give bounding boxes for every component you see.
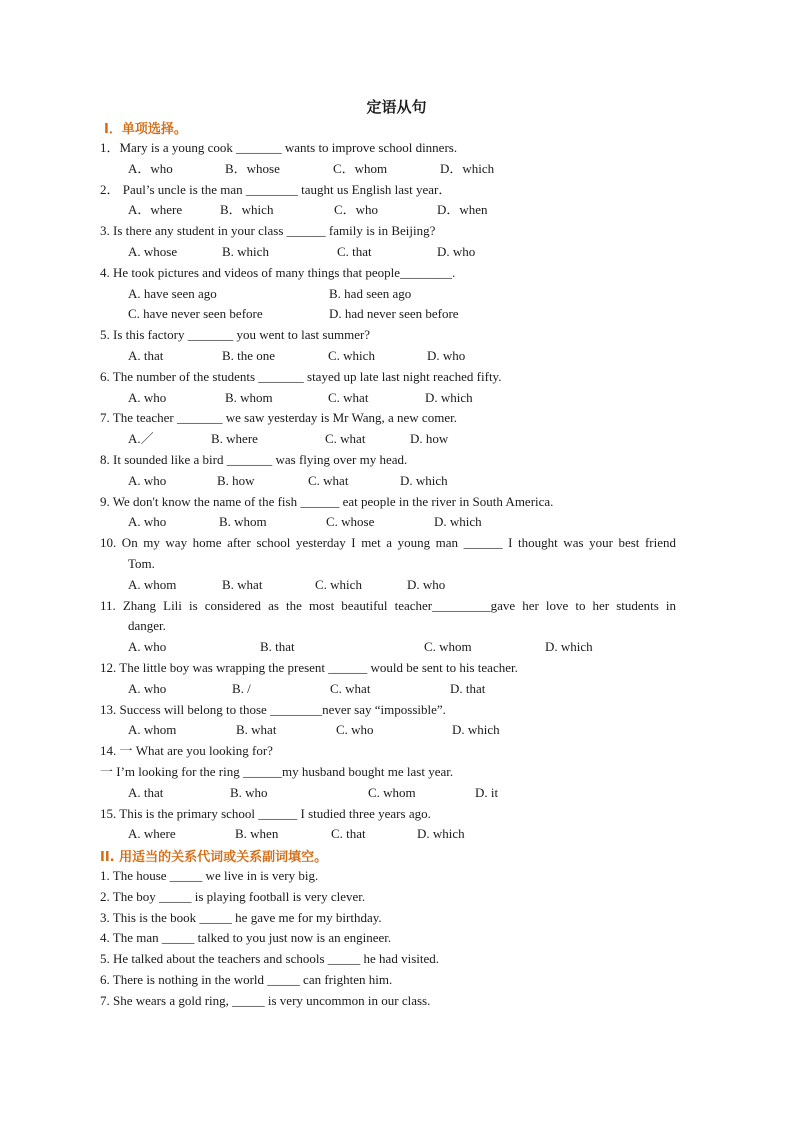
option-c[interactable]: C. whom [368,785,416,800]
fill-item: 5. He talked about the teachers and schools _____ he had visited. [100,951,439,966]
option-b[interactable]: B．whose [225,161,280,176]
question-1: 1．Mary is a young cook _______ wants to improve school dinners. [100,140,458,155]
option-a[interactable]: A. that [128,348,164,363]
option-d[interactable]: D. which [452,722,500,737]
option-c[interactable]: C. which [328,348,375,363]
option-c[interactable]: C. what [330,681,371,696]
question-6: 6. The number of the students _______ stayed up late last night reached fifty. [100,369,502,384]
option-a[interactable]: A.／ [128,431,154,446]
question-7: 7. The teacher _______ we saw yesterday is Mr Wang, a new comer. [100,410,457,425]
option-d[interactable]: D. that [450,681,486,696]
option-d[interactable]: D. which [400,473,448,488]
option-a[interactable]: A. who [128,639,167,654]
option-a[interactable]: A. who [128,514,167,529]
option-d[interactable]: D. how [410,431,449,446]
option-b[interactable]: B. / [232,681,251,696]
question-15: 15. This is the primary school ______ I studied three years ago. [100,806,431,821]
option-a[interactable]: A．who [128,161,173,176]
option-b[interactable]: B. when [235,826,279,841]
option-a[interactable]: A. who [128,681,167,696]
fill-item: 2. The boy _____ is playing football is very clever. [100,889,366,904]
question-13: 13. Success will belong to those ________never say “impossible”. [100,702,446,717]
option-d[interactable]: D. who [437,244,476,259]
option-d[interactable]: D. who [427,348,466,363]
option-c[interactable]: C. whom [424,639,472,654]
option-b[interactable]: B. how [217,473,255,488]
question-14: 14. 一 What are you looking for? [100,743,273,758]
option-c[interactable]: C. that [331,826,366,841]
fill-item: 4. The man _____ talked to you just now is an engineer. [100,930,392,945]
question-11: 11. Zhang Lili is considered as the most beautiful teacher_________gave her love to her students in [100,598,676,613]
fill-item: 1. The house _____ we live in is very big. [100,868,319,883]
question-11-continuation: danger. [128,618,166,633]
option-a[interactable]: A. that [128,785,164,800]
question-10: 10. On my way home after school yesterday I met a young man ______ I thought was your best friend [100,535,676,550]
question-3: 3. Is there any student in your class ______ family is in Beijing? [100,223,436,238]
option-c[interactable]: C. who [336,722,374,737]
option-d[interactable]: D. who [407,577,446,592]
option-b[interactable]: B. which [222,244,269,259]
option-c[interactable]: C. what [308,473,349,488]
question-2: 2． Paul’s uncle is the man ________ taught us English last year． [100,182,452,197]
question-10-continuation: Tom. [128,556,155,571]
option-c[interactable]: C. what [328,390,369,405]
section-heading-1: I．单项选择。 [104,122,187,137]
option-b[interactable]: B. where [211,431,258,446]
option-b[interactable]: B. what [222,577,263,592]
option-d[interactable]: D. which [545,639,593,654]
option-b[interactable]: B. the one [222,348,276,363]
fill-item: 3. This is the book _____ he gave me for my birthday. [100,910,382,925]
question-5: 5. Is this factory _______ you went to last summer? [100,327,371,342]
option-d[interactable]: D．which [440,161,495,176]
question-8: 8. It sounded like a bird _______ was flying over my head. [100,452,408,467]
option-d[interactable]: D．when [437,202,488,217]
option-b[interactable]: B. had seen ago [329,286,412,301]
option-d[interactable]: D. which [425,390,473,405]
option-b[interactable]: B．which [220,202,274,217]
option-b[interactable]: B. whom [219,514,267,529]
question-9: 9. We don't know the name of the fish ______ eat people in the river in South America. [100,494,554,509]
option-a[interactable]: A. who [128,473,167,488]
option-a[interactable]: A. whom [128,722,177,737]
fill-item: 7. She wears a gold ring, _____ is very uncommon in our class. [100,993,431,1008]
question-4: 4. He took pictures and videos of many things that people________. [100,265,456,280]
option-c[interactable]: C. have never seen before [128,306,263,321]
option-b[interactable]: B. whom [225,390,273,405]
option-a[interactable]: A．where [128,202,183,217]
page-title: 定语从句 [366,98,427,116]
option-d[interactable]: D. had never seen before [329,306,459,321]
option-c[interactable]: C. whose [326,514,375,529]
option-a[interactable]: A. whom [128,577,177,592]
question-14-reply: 一 I’m looking for the ring ______my husband bought me last year. [100,764,454,779]
option-c[interactable]: C. what [325,431,366,446]
option-b[interactable]: B. that [260,639,295,654]
option-a[interactable]: A. where [128,826,176,841]
section-heading-2: II. 用适当的关系代词或关系副词填空。 [100,850,328,865]
option-a[interactable]: A. whose [128,244,178,259]
option-a[interactable]: A. who [128,390,167,405]
fill-item: 6. There is nothing in the world _____ can frighten him. [100,972,393,987]
option-d[interactable]: D. which [417,826,465,841]
option-c[interactable]: C．who [334,202,379,217]
option-a[interactable]: A. have seen ago [128,286,217,301]
option-c[interactable]: C．whom [333,161,388,176]
question-12: 12. The little boy was wrapping the present ______ would be sent to his teacher. [100,660,518,675]
option-d[interactable]: D. it [475,785,499,800]
option-b[interactable]: B. what [236,722,277,737]
option-c[interactable]: C. that [337,244,372,259]
option-b[interactable]: B. who [230,785,268,800]
option-c[interactable]: C. which [315,577,362,592]
option-d[interactable]: D. which [434,514,482,529]
